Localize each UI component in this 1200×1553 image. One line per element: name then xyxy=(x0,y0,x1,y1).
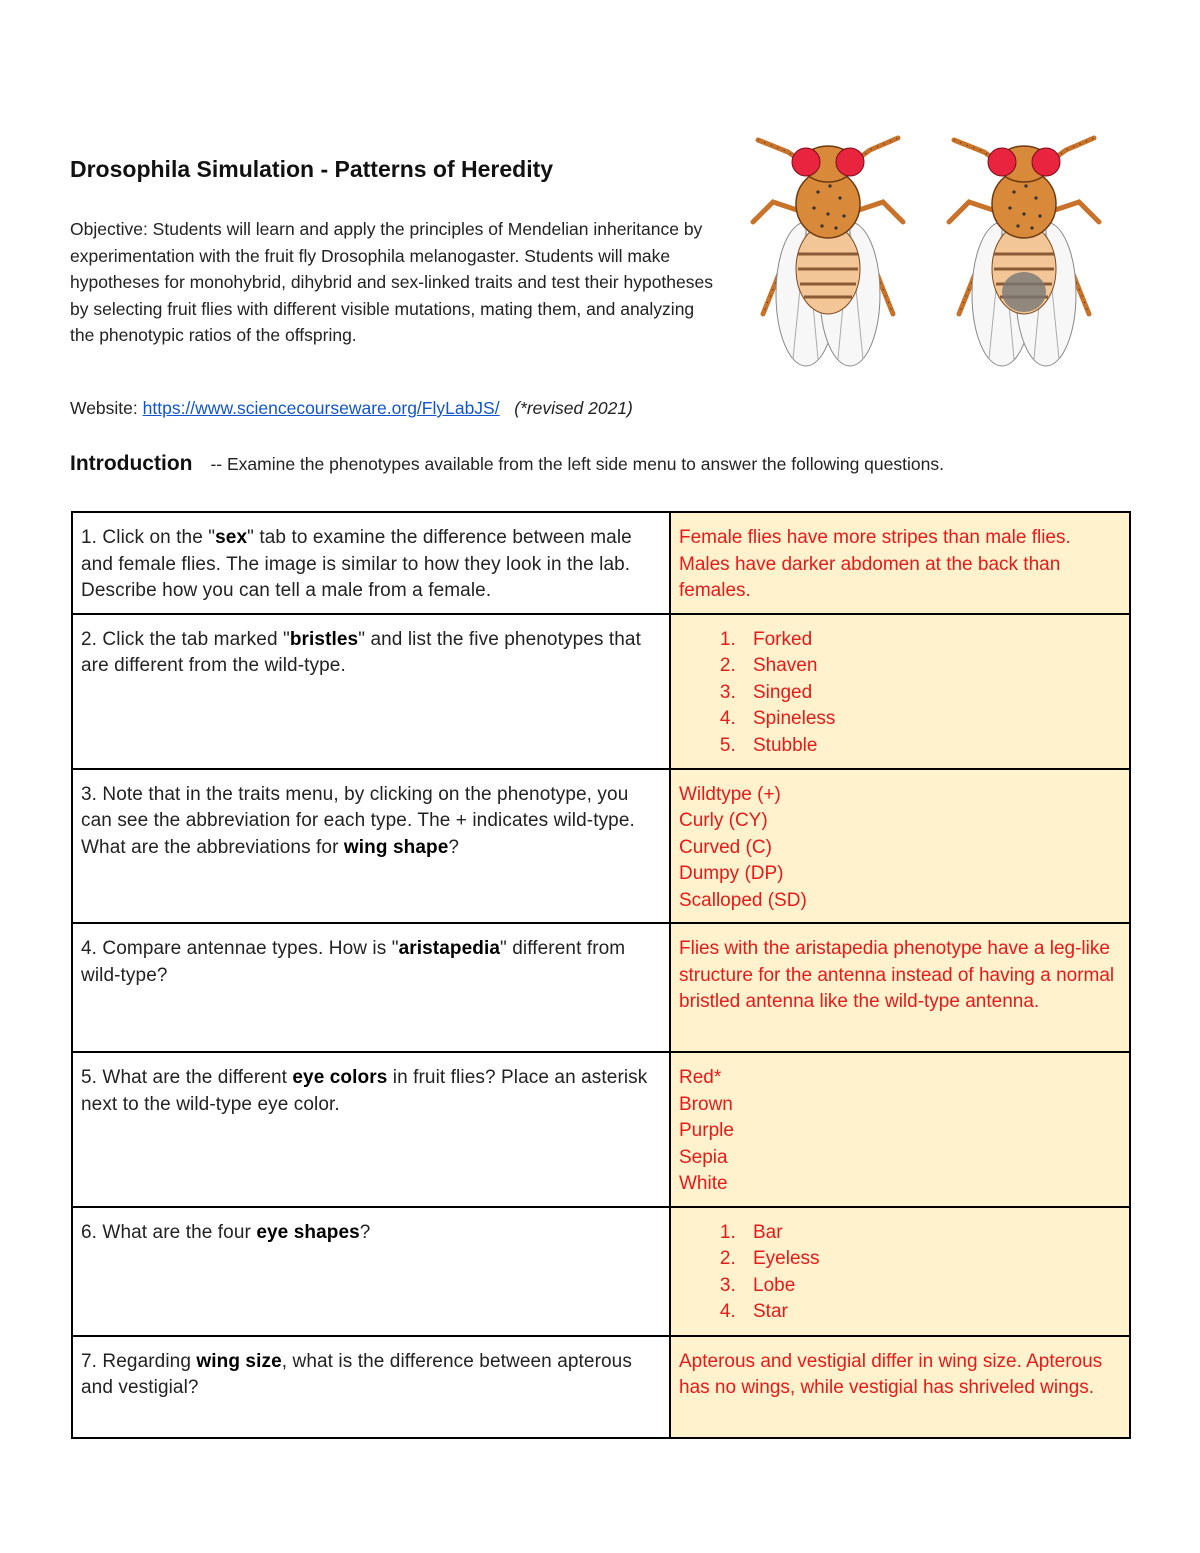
answer-cell[interactable]: Apterous and vestigial differ in wing size. Apterous has no wings, while vestigial has shriveled wings. xyxy=(670,1336,1130,1438)
question-cell: 2. Click the tab marked "bristles" and list the five phenotypes that are different from the wild-type. xyxy=(72,614,670,769)
answer-line: White xyxy=(679,1173,728,1194)
answer-line: Wildtype (+) xyxy=(679,783,781,805)
question-cell: 6. What are the four eye shapes? xyxy=(72,1207,670,1336)
introduction-heading: Introduction xyxy=(70,452,193,475)
list-item: 1. Forked xyxy=(741,627,1121,654)
list-item: 3. Lobe xyxy=(741,1273,1121,1300)
list-item: 5. Stubble xyxy=(741,733,1121,760)
answer-line: Brown xyxy=(679,1093,733,1115)
list-item: 1. Bar xyxy=(741,1220,1121,1247)
answer-cell[interactable]: Flies with the aristapedia phenotype have a leg-like structure for the antenna instead of having a normal bristled antenna like the wild-type antenna. xyxy=(670,923,1130,1052)
page-title: Drosophila Simulation - Patterns of Heredity xyxy=(70,156,554,182)
answer-cell[interactable] xyxy=(670,1052,1130,1207)
answer-line: Curved (C) xyxy=(679,836,772,858)
answer-cell[interactable] xyxy=(670,769,1130,924)
introduction-text: -- Examine the phenotypes available from the left side menu to answer the following questions. xyxy=(210,454,944,474)
objective-text: Objective: Students will learn and apply the principles of Mendelian inheritance by experimentation with the fruit fly Drosophila melanogaster. Students will make hypotheses for monohybrid, dihybrid and sex-linked traits and test their hypotheses by selecting fruit flies with different visible mutations, mating them, and analyzing the phenotypic ratios of the offspring. xyxy=(70,219,713,345)
question-cell: 5. What are the different eye colors in fruit flies? Place an asterisk next to the wild-type eye color. xyxy=(72,1052,670,1207)
table-row xyxy=(72,1052,1130,1207)
website-label: Website: xyxy=(70,398,138,418)
website-link[interactable]: https://www.sciencecourseware.org/FlyLabJS/ xyxy=(142,398,500,418)
questions-table xyxy=(71,511,1131,1439)
table-row xyxy=(72,769,1130,924)
table-row xyxy=(72,614,1130,769)
fruit-fly-illustration xyxy=(748,134,1120,370)
answer-line: Scalloped (SD) xyxy=(679,889,807,911)
question-cell: 3. Note that in the traits menu, by clicking on the phenotype, you can see the abbreviation for each type. The + indicates wild-type. What are the abbreviations for wing shape? xyxy=(72,769,670,924)
question-cell: 1. Click on the "sex" tab to examine the difference between male and female flies. The image is similar to how they look in the lab. Describe how you can tell a male from a female. xyxy=(72,512,670,614)
table-row xyxy=(72,1336,1130,1438)
question-cell: 4. Compare antennae types. How is "aristapedia" different from wild-type? xyxy=(72,923,670,1052)
table-row xyxy=(72,1207,1130,1336)
list-item: 2. Eyeless xyxy=(741,1246,1121,1273)
revision-note: (*revised 2021) xyxy=(514,398,633,418)
answer-line: Curly (CY) xyxy=(679,810,768,831)
answer-line: Dumpy (DP) xyxy=(679,863,784,884)
answer-list xyxy=(679,1220,1121,1326)
list-item: 4. Star xyxy=(741,1299,1121,1326)
question-cell: 7. Regarding wing size, what is the difference between apterous and vestigial? xyxy=(72,1336,670,1438)
answer-list xyxy=(679,627,1121,760)
introduction-line xyxy=(70,452,944,476)
list-item: 3. Singed xyxy=(741,680,1121,707)
answer-cell[interactable] xyxy=(670,614,1130,769)
answer-line: Sepia xyxy=(679,1146,728,1168)
answer-cell[interactable]: Female flies have more stripes than male flies. Males have darker abdomen at the back than females. xyxy=(670,512,1130,614)
website-line xyxy=(70,398,633,419)
list-item: 2. Shaven xyxy=(741,653,1121,680)
table-row xyxy=(72,512,1130,614)
answer-cell[interactable] xyxy=(670,1207,1130,1336)
table-row xyxy=(72,923,1130,1052)
answer-line: Purple xyxy=(679,1120,734,1141)
answer-line: Red* xyxy=(679,1067,722,1088)
list-item: 4. Spineless xyxy=(741,706,1121,733)
